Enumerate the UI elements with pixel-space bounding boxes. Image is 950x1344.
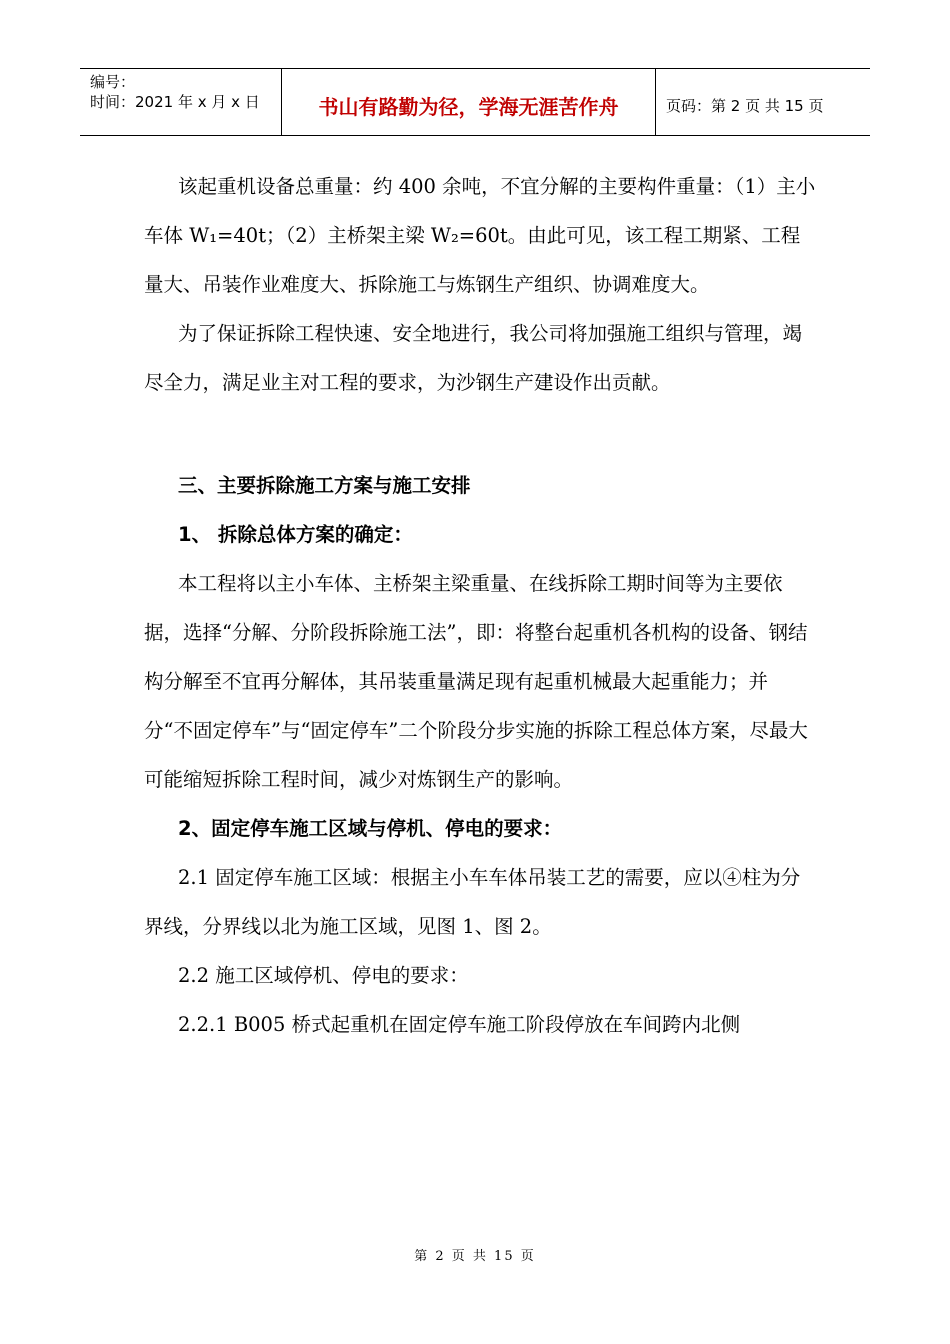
subsection-heading-2: 2、固定停车施工区域与停机、停电的要求： xyxy=(178,817,563,840)
document-number-label: 编号： xyxy=(90,73,136,91)
section-spacer xyxy=(144,407,816,461)
paragraph-commitment: 为了保证拆除工程快速、安全地进行，我公司将加强施工组织与管理，竭尽全力，满足业主对工程的要求，为沙钢生产建设作出贡献。 xyxy=(144,322,803,394)
page-footer: 第 2 页 共 15 页 xyxy=(414,1249,536,1264)
paragraph-2-2-1: 2.2.1 B005 桥式起重机在固定停车施工阶段停放在车间跨内北侧 xyxy=(178,1013,741,1036)
section-heading-3: 三、主要拆除施工方案与施工安排 xyxy=(178,474,471,497)
subsection-heading-1: 1、 拆除总体方案的确定： xyxy=(178,523,413,546)
header-meta xyxy=(80,69,282,135)
header-page-code: 页码：第 2 页 共 15 页 xyxy=(666,96,824,115)
header-motto: 书山有路勤为径，学海无涯苦作舟 xyxy=(282,69,656,135)
document-body xyxy=(144,162,816,1049)
paragraph-2-2: 2.2 施工区域停机、停电的要求： xyxy=(178,964,469,987)
page-header xyxy=(80,68,870,136)
paragraph-overall-plan: 本工程将以主小车体、主桥架主梁重量、在线拆除工期时间等为主要依据，选择“分解、分阶段拆除施工法”，即：将整台起重机各机构的设备、钢结构分解至不宜再分解体，其吊装重量满足现有起重机械最大起重能力；并分“不固定停车”与“固定停车”二个阶段分步实施的拆除工程总体方案，尽最大可能缩短拆除工程时间，减少对炼钢生产的影响。 xyxy=(144,572,808,791)
paragraph-2-1: 2.1 固定停车施工区域：根据主小车车体吊装工艺的需要，应以④柱为分界线，分界线以北为施工区域，见图 1、图 2。 xyxy=(144,866,801,938)
document-time-label: 时间：2021 年 x 月 x 日 xyxy=(90,93,260,111)
paragraph-weight: 该起重机设备总重量：约 400 余吨，不宜分解的主要构件重量：（1）主小车体 W₁=40t；（2）主桥架主梁 W₂=60t。由此可见，该工程工期紧、工程量大、吊装作业难度大、拆除施工与炼钢生产组织、协调难度大。 xyxy=(144,175,816,296)
